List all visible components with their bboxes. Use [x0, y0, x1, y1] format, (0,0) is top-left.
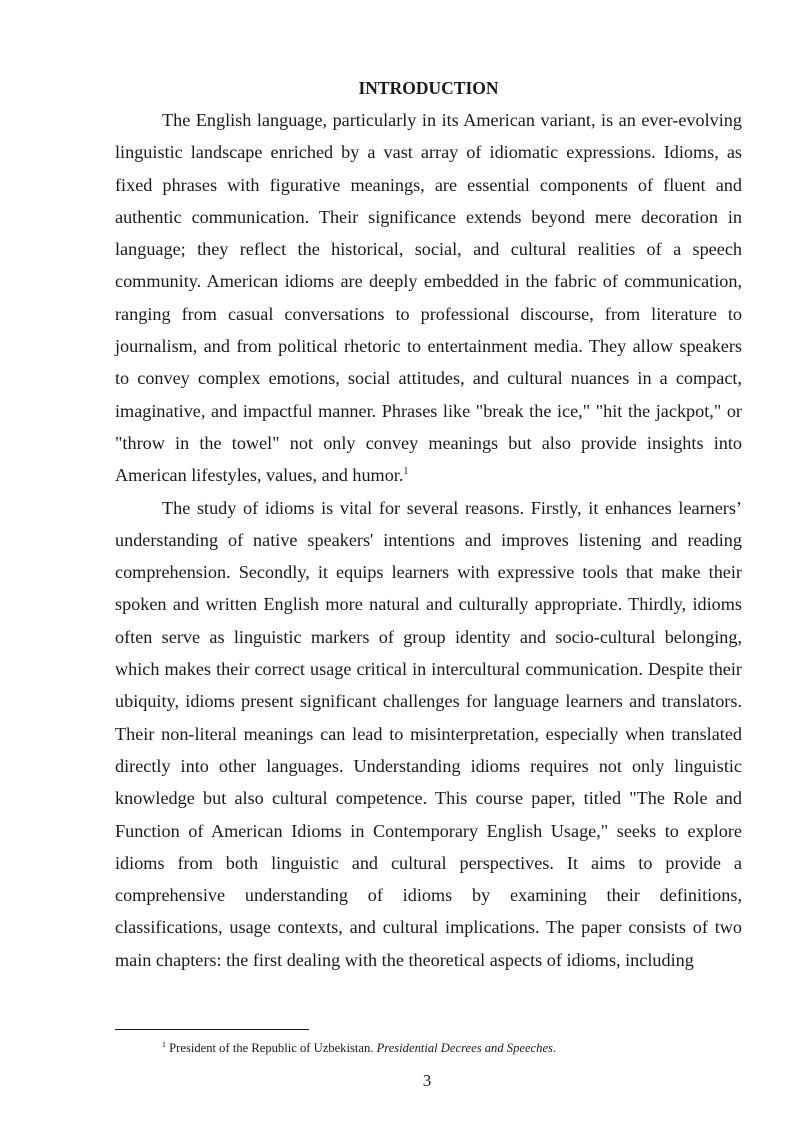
footnote: [162, 1040, 556, 1056]
paragraph-1: [115, 104, 742, 492]
paragraph-1-text: The English language, particularly in its American variant, is an ever-evolving linguistic landscape enriched by a vast array of idiomatic expressions. Idioms, as fixed phrases with figurative meanings, are essential components of fluent and authentic communication. Their significance extends beyond mere decoration in language; they reflect the historical, social, and cultural realities of a speech community. American idioms are deeply embedded in the fabric of communication, ranging from casual conversations to professional discourse, from literature to journalism, and from political rhetoric to entertainment media. They allow speakers to convey complex emotions, social attitudes, and cultural nuances in a compact, imaginative, and impactful manner. Phrases like "break the ice," "hit the jackpot," or "throw in the towel" not only convey meanings but also provide insights into American lifestyles, values, and humor.: [115, 110, 742, 486]
paragraph-2-text: The study of idioms is vital for several reasons. Firstly, it enhances learners’ understanding of native speakers' intentions and improves listening and reading comprehension. Secondly, it equips learners with expressive tools that make their spoken and written English more natural and culturally appropriate. Thirdly, idioms often serve as linguistic markers of group identity and socio-cultural belonging, which makes their correct usage critical in intercultural communication. Despite their ubiquity, idioms present significant challenges for language learners and translators. Their non-literal meanings can lead to misinterpretation, especially when translated directly into other languages. Understanding idioms requires not only linguistic knowledge but also cultural competence. This course paper, titled "The Role and Function of American Idioms in Contemporary English Usage," seeks to explore idioms from both linguistic and cultural perspectives. It aims to provide a comprehensive understanding of idioms by examining their definitions, classifications, usage contexts, and cultural implications. The paper consists of two main chapters: the first dealing with the theoretical aspects of idioms, including: [115, 497, 742, 970]
paragraph-2: [115, 492, 742, 976]
page-number: 3: [422, 1071, 432, 1090]
body-text: [115, 104, 742, 976]
page-heading: INTRODUCTION: [358, 78, 499, 98]
footnote-title: Presidential Decrees and Speeches: [376, 1041, 553, 1055]
footnote-text: President of the Republic of Uzbekistan.: [169, 1041, 374, 1055]
footnote-number: 1: [162, 1039, 166, 1049]
footnote-reference[interactable]: 1: [403, 466, 409, 478]
footnote-separator: [115, 1029, 309, 1030]
footnote-end: .: [552, 1041, 557, 1055]
